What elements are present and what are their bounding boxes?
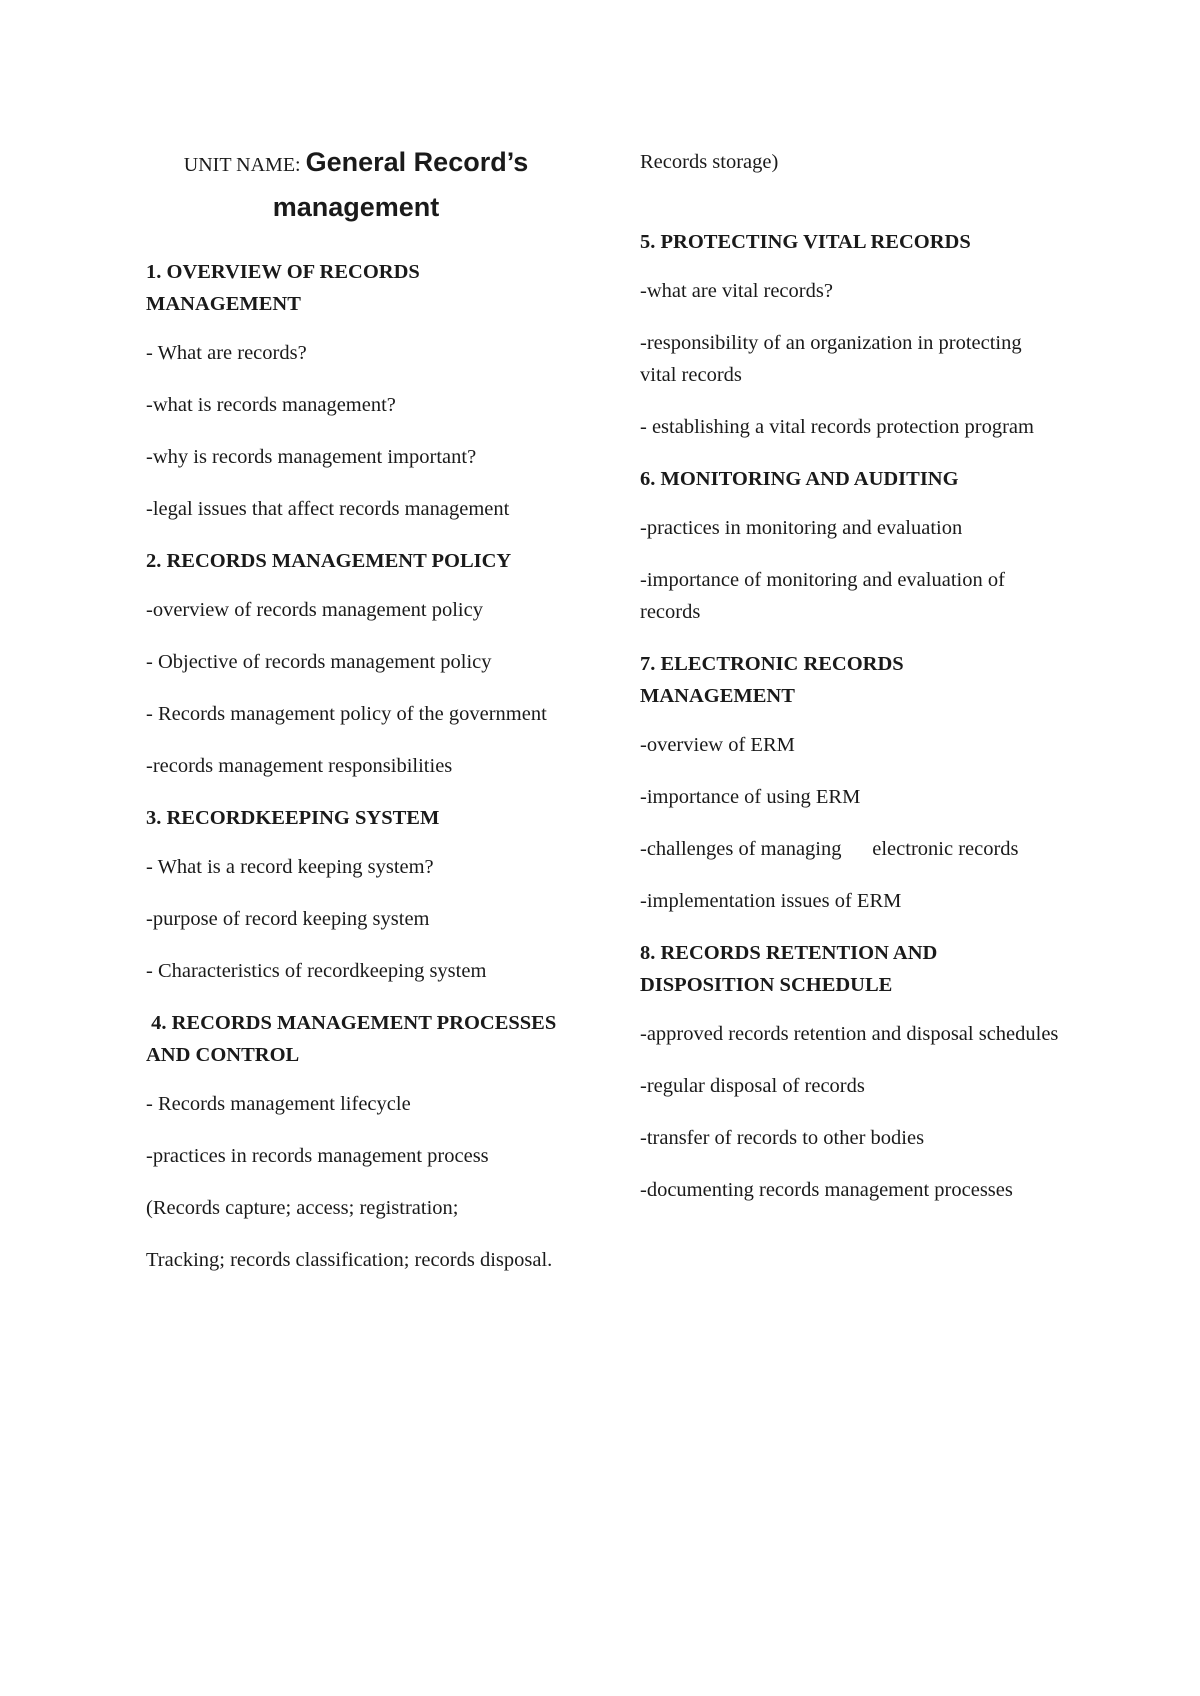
section-heading-6: 6. MONITORING AND AUDITING bbox=[640, 468, 959, 490]
list-item: -challenges of managing electronic records bbox=[640, 838, 1019, 860]
list-item: -responsibility of an organization in protecting vital records bbox=[640, 332, 1022, 386]
list-item: -overview of ERM bbox=[640, 734, 795, 756]
list-item: -regular disposal of records bbox=[640, 1075, 865, 1097]
list-item: -implementation issues of ERM bbox=[640, 890, 902, 912]
list-item: - What are records? bbox=[146, 342, 307, 364]
list-item: - establishing a vital records protection program bbox=[640, 416, 1034, 438]
list-item: - Characteristics of recordkeeping system bbox=[146, 960, 487, 982]
list-item: -legal issues that affect records management bbox=[146, 498, 510, 520]
list-item: (Records capture; access; registration; bbox=[146, 1197, 459, 1219]
list-item: Tracking; records classification; records disposal. bbox=[146, 1249, 553, 1271]
list-item: -approved records retention and disposal schedules bbox=[640, 1023, 1059, 1045]
list-item: -what is records management? bbox=[146, 394, 396, 416]
section-heading-3: 3. RECORDKEEPING SYSTEM bbox=[146, 807, 440, 829]
list-item: -documenting records management processes bbox=[640, 1179, 1013, 1201]
list-item: - What is a record keeping system? bbox=[146, 856, 434, 878]
list-item: -purpose of record keeping system bbox=[146, 908, 430, 930]
left-column bbox=[146, 140, 576, 1296]
section-heading-1: 1. OVERVIEW OF RECORDS MANAGEMENT bbox=[146, 261, 420, 315]
section-heading-5: 5. PROTECTING VITAL RECORDS bbox=[640, 231, 971, 253]
unit-title-label: UNIT NAME: bbox=[183, 154, 306, 176]
continuation-text: Records storage) bbox=[640, 151, 779, 173]
list-item: -importance of monitoring and evaluation of records bbox=[640, 569, 1005, 623]
unit-title-name: General Record’s management bbox=[272, 147, 529, 222]
list-item: -transfer of records to other bodies bbox=[640, 1127, 925, 1149]
section-heading-2: 2. RECORDS MANAGEMENT POLICY bbox=[146, 550, 512, 572]
list-item: -importance of using ERM bbox=[640, 786, 861, 808]
section-heading-8: 8. RECORDS RETENTION AND DISPOSITION SCHEDULE bbox=[640, 942, 938, 996]
section-heading-7: 7. ELECTRONIC RECORDS MANAGEMENT bbox=[640, 653, 904, 707]
list-item: - Objective of records management policy bbox=[146, 651, 492, 673]
list-item: -overview of records management policy bbox=[146, 599, 483, 621]
list-item: -practices in records management process bbox=[146, 1145, 489, 1167]
right-column bbox=[640, 146, 1060, 1226]
list-item: -records management responsibilities bbox=[146, 755, 453, 777]
list-item: -what are vital records? bbox=[640, 280, 833, 302]
list-item: -practices in monitoring and evaluation bbox=[640, 517, 963, 539]
list-item: - Records management policy of the government bbox=[146, 703, 547, 725]
unit-title bbox=[146, 140, 566, 230]
list-item: - Records management lifecycle bbox=[146, 1093, 411, 1115]
section-heading-4: 4. RECORDS MANAGEMENT PROCESSES AND CONTROL bbox=[146, 1012, 561, 1066]
list-item: -why is records management important? bbox=[146, 446, 477, 468]
